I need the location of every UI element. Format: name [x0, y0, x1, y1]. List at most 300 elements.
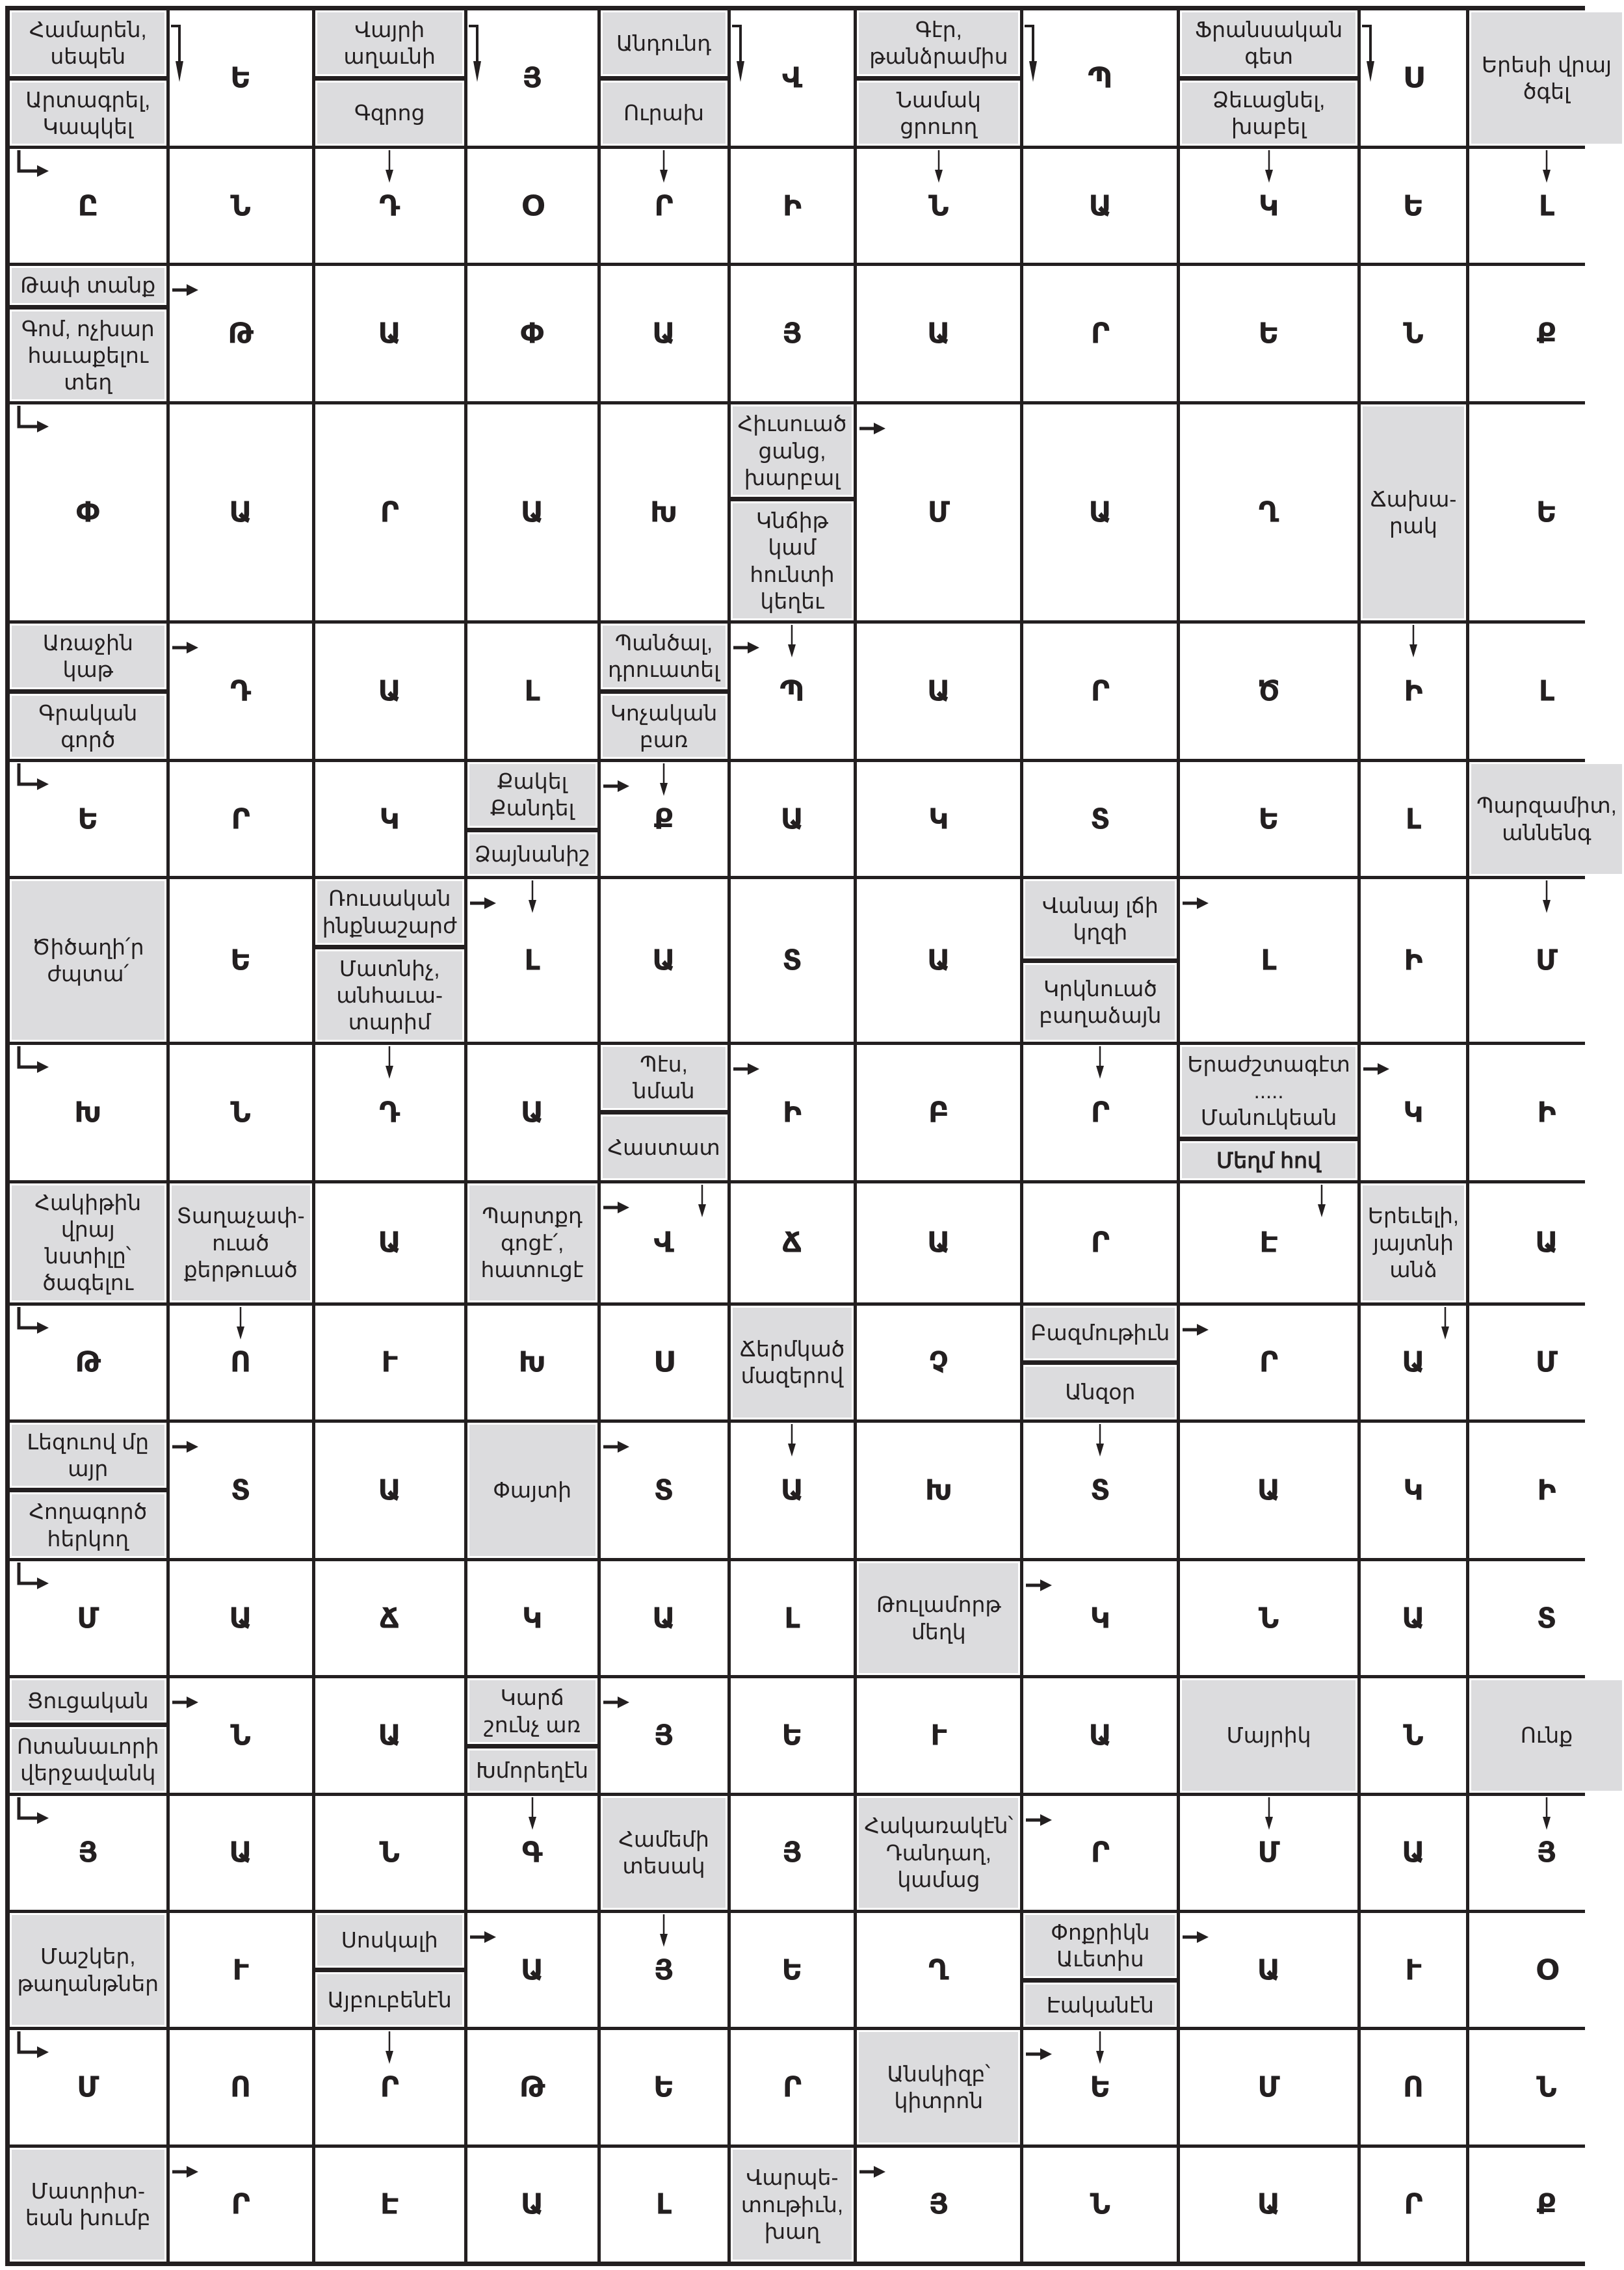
letter-cell[interactable]	[1469, 1796, 1624, 1910]
letter-cell[interactable]	[1180, 2148, 1357, 2262]
answer-letter: Ր	[1090, 1836, 1110, 1869]
letter-cell[interactable]	[857, 266, 1020, 401]
letter-cell[interactable]	[1361, 879, 1466, 1041]
answer-letter: Յ	[653, 1719, 674, 1752]
clue-text: Նամակ ցրուող	[859, 83, 1018, 144]
answer-letter: Պ	[1088, 61, 1113, 95]
letter-cell[interactable]	[1469, 1045, 1624, 1180]
clue-cell	[1180, 1678, 1357, 1792]
letter-cell[interactable]	[467, 1796, 597, 1910]
letter-cell[interactable]	[1180, 2030, 1357, 2144]
answer-letter: Յ	[653, 1953, 674, 1987]
letter-cell[interactable]	[1023, 1561, 1177, 1675]
clue-divider	[1180, 76, 1357, 81]
arrow-down-icon	[787, 625, 797, 657]
answer-letter: Ր	[1259, 1345, 1279, 1379]
letter-cell[interactable]	[170, 1796, 312, 1910]
answer-letter: Է	[380, 2187, 399, 2221]
letter-cell[interactable]	[1361, 624, 1466, 759]
clue-cell	[10, 624, 166, 759]
answer-letter: Լ	[655, 2187, 672, 2221]
letter-cell[interactable]	[1023, 1183, 1177, 1302]
arrow-right-icon	[172, 642, 198, 653]
letter-cell[interactable]	[315, 762, 464, 876]
answer-letter: Ւ	[930, 1719, 947, 1752]
arrow-corner-right-icon	[16, 1797, 49, 1828]
letter-cell[interactable]	[467, 1045, 597, 1180]
clue-text: Մայրիկ	[1182, 1680, 1355, 1790]
answer-letter: Ա	[652, 944, 675, 977]
answer-letter: Ք	[1536, 317, 1557, 350]
letter-cell[interactable]	[731, 879, 854, 1041]
letter-cell[interactable]	[857, 1183, 1020, 1302]
answer-letter: Ա	[378, 1473, 402, 1507]
letter-cell[interactable]	[1023, 2148, 1177, 2262]
letter-cell[interactable]	[857, 1045, 1020, 1180]
arrow-down-icon	[527, 880, 538, 913]
letter-cell[interactable]	[1180, 762, 1357, 876]
clue-divider	[731, 497, 854, 501]
letter-cell[interactable]	[1469, 404, 1624, 620]
letter-cell[interactable]	[467, 404, 597, 620]
answer-letter: Ա	[1088, 189, 1112, 223]
letter-cell[interactable]	[731, 1423, 854, 1558]
answer-letter: Ր	[782, 2070, 802, 2104]
clue-text: Անզօր	[1025, 1367, 1175, 1418]
clue-divider	[601, 1110, 727, 1115]
arrow-right-icon	[172, 1441, 198, 1453]
arrow-down-icon	[1095, 1424, 1105, 1457]
letter-cell[interactable]	[315, 2148, 464, 2262]
letter-cell[interactable]	[601, 879, 727, 1041]
clue-divider	[601, 76, 727, 81]
clue-text: Ծիծաղի՛ր ժպտա՛	[12, 881, 164, 1039]
answer-letter: Չ	[928, 1345, 949, 1379]
answer-letter: Մ	[1535, 1345, 1558, 1379]
clue-divider	[1023, 1360, 1177, 1365]
answer-letter: Ճ	[379, 1602, 400, 1635]
letter-cell[interactable]	[601, 2148, 727, 2262]
letter-cell[interactable]	[857, 404, 1020, 620]
answer-letter: Ա	[378, 1719, 402, 1752]
answer-letter: Օ	[521, 189, 544, 223]
letter-cell[interactable]	[601, 1913, 727, 2027]
clue-text: Կրկնուած բաղաձայն	[1025, 965, 1175, 1040]
letter-cell[interactable]	[1180, 1796, 1357, 1910]
clue-text: Թուլամորթ մեղկ	[859, 1563, 1018, 1673]
arrow-down-icon	[384, 1046, 395, 1079]
letter-cell[interactable]	[731, 2030, 854, 2144]
letter-cell[interactable]	[1023, 149, 1177, 263]
letter-cell[interactable]	[1469, 149, 1624, 263]
letter-cell[interactable]	[1361, 1306, 1466, 1419]
arrow-bend-down-icon	[732, 23, 746, 82]
letter-cell[interactable]	[315, 1561, 464, 1675]
answer-letter: Մ	[1535, 944, 1558, 977]
letter-cell[interactable]	[601, 1561, 727, 1675]
letter-cell[interactable]	[601, 1423, 727, 1558]
answer-letter: Ա	[926, 317, 950, 350]
arrow-down-icon	[659, 150, 669, 183]
letter-cell[interactable]	[731, 1561, 854, 1675]
clue-text: Համեմի տեսակ	[603, 1798, 726, 1908]
letter-cell[interactable]	[315, 1045, 464, 1180]
letter-cell[interactable]	[1180, 404, 1357, 620]
letter-cell[interactable]	[10, 1045, 166, 1180]
answer-letter: Ր	[1090, 317, 1110, 350]
clue-cell	[10, 1913, 166, 2027]
letter-cell[interactable]	[731, 1913, 854, 2027]
letter-cell[interactable]	[170, 879, 312, 1041]
clue-divider	[10, 305, 166, 310]
clue-text: Հողագործ հերկող	[12, 1494, 164, 1556]
letter-cell[interactable]	[1469, 1183, 1624, 1302]
arrow-right-icon	[1026, 1814, 1052, 1826]
clue-text: Կնճիթ կամ հունտի կեղեւ	[733, 503, 852, 618]
letter-cell[interactable]	[1361, 1561, 1466, 1675]
clue-text: Տաղաչափ-ուած քերթուած	[172, 1185, 310, 1300]
letter-cell[interactable]	[1469, 2148, 1624, 2262]
clue-text: Գզրոց	[317, 83, 462, 144]
clue-cell	[1469, 10, 1624, 146]
letter-cell[interactable]	[467, 266, 597, 401]
letter-cell[interactable]	[1023, 404, 1177, 620]
answer-letter: Յ	[928, 2187, 949, 2221]
letter-cell[interactable]	[170, 2148, 312, 2262]
arrow-right-icon	[1183, 1931, 1209, 1943]
answer-letter: Ր	[1090, 674, 1110, 708]
arrow-bend-down-icon	[469, 23, 483, 82]
letter-cell[interactable]	[1180, 624, 1357, 759]
letter-cell[interactable]	[170, 1423, 312, 1558]
clue-cell	[601, 10, 727, 146]
letter-cell[interactable]	[1469, 2030, 1624, 2144]
arrow-corner-right-icon	[16, 150, 49, 181]
letter-cell[interactable]	[601, 404, 727, 620]
clue-text: Հաստատ	[603, 1116, 726, 1178]
answer-letter: Յ	[1536, 1836, 1557, 1869]
answer-letter: Ի	[782, 189, 802, 223]
clue-cell	[857, 1561, 1020, 1675]
answer-letter: Ն	[230, 1096, 251, 1129]
arrow-down-icon	[527, 1797, 538, 1830]
arrow-right-icon	[603, 1696, 629, 1708]
letter-cell[interactable]	[467, 149, 597, 263]
letter-cell[interactable]	[467, 1561, 597, 1675]
answer-letter: Պ	[779, 674, 805, 708]
letter-cell[interactable]	[731, 1678, 854, 1792]
clue-cell	[601, 1796, 727, 1910]
arrow-down-icon	[1264, 150, 1274, 183]
clue-text: Համարեն, սեպեն	[12, 12, 164, 74]
answer-letter: Ա	[780, 1473, 804, 1507]
clue-text: Ճախա-րակ	[1363, 406, 1464, 618]
answer-letter: Ե	[781, 1719, 803, 1752]
answer-letter: Ա	[520, 1096, 544, 1129]
clue-cell	[315, 879, 464, 1041]
letter-cell[interactable]	[1361, 2148, 1466, 2262]
answer-letter: Ի	[1404, 674, 1423, 708]
clue-text: Վանայ լճի կղզի	[1025, 881, 1175, 956]
answer-letter: Մ	[1257, 2070, 1280, 2104]
clue-divider	[10, 76, 166, 81]
letter-cell[interactable]	[1023, 2030, 1177, 2144]
clue-text: Գրական գործ	[12, 696, 164, 758]
letter-cell[interactable]	[1180, 1913, 1357, 2027]
answer-letter: Ր	[231, 802, 250, 836]
letter-cell[interactable]	[170, 149, 312, 263]
letter-cell[interactable]	[857, 1913, 1020, 2027]
letter-cell[interactable]	[1023, 1423, 1177, 1558]
letter-cell[interactable]	[467, 2148, 597, 2262]
arrow-down-icon	[384, 2031, 395, 2064]
letter-cell[interactable]	[857, 2148, 1020, 2262]
clue-text: Սոսկալի	[317, 1915, 462, 1966]
answer-letter: Լ	[524, 674, 540, 708]
letter-cell[interactable]	[601, 1183, 727, 1302]
letter-cell[interactable]	[1361, 1423, 1466, 1558]
clue-text: Մատրիտ-եան խումբ	[12, 2150, 164, 2260]
answer-letter: Ա	[1402, 1345, 1425, 1379]
letter-cell[interactable]	[170, 1561, 312, 1675]
letter-cell[interactable]	[857, 1678, 1020, 1792]
answer-letter: Ի	[1537, 1473, 1556, 1507]
letter-cell[interactable]	[601, 266, 727, 401]
letter-cell[interactable]	[1361, 762, 1466, 876]
letter-cell[interactable]	[170, 1045, 312, 1180]
letter-cell[interactable]	[10, 1561, 166, 1675]
clue-cell	[467, 1423, 597, 1558]
letter-cell[interactable]	[1361, 1045, 1466, 1180]
answer-letter: Ա	[1257, 1953, 1281, 1987]
answer-letter: Ա	[378, 317, 402, 350]
letter-cell[interactable]	[170, 1678, 312, 1792]
answer-letter: Յ	[782, 1836, 802, 1869]
answer-letter: Փ	[75, 495, 100, 529]
answer-letter: Ե	[1258, 802, 1279, 836]
letter-cell[interactable]	[1023, 1678, 1177, 1792]
arrow-right-icon	[603, 1441, 629, 1453]
letter-cell[interactable]	[1469, 1306, 1624, 1419]
clue-divider	[10, 1488, 166, 1492]
letter-cell[interactable]	[467, 2030, 597, 2144]
letter-cell[interactable]	[731, 149, 854, 263]
letter-cell[interactable]	[601, 149, 727, 263]
letter-cell[interactable]	[315, 404, 464, 620]
clue-divider	[315, 76, 464, 81]
letter-cell[interactable]	[1469, 624, 1624, 759]
letter-cell[interactable]	[731, 10, 854, 146]
letter-cell[interactable]	[1180, 1183, 1357, 1302]
letter-cell[interactable]	[1361, 1913, 1466, 2027]
arrow-right-icon	[1363, 1063, 1389, 1075]
letter-cell[interactable]	[10, 1306, 166, 1419]
answer-letter: Ւ	[1405, 1953, 1422, 1987]
letter-cell[interactable]	[1180, 1423, 1357, 1558]
clue-cell	[601, 624, 727, 759]
answer-letter: Ա	[1088, 1719, 1112, 1752]
letter-cell[interactable]	[10, 2030, 166, 2144]
letter-cell[interactable]	[1469, 1423, 1624, 1558]
clue-text: Ոտանաւորի վերջավանկ	[12, 1729, 164, 1791]
letter-cell[interactable]	[315, 149, 464, 263]
clue-text: Կոչական բառ	[603, 696, 726, 758]
answer-letter: Թ	[228, 317, 254, 350]
clue-cell	[170, 1183, 312, 1302]
arrow-right-icon	[859, 423, 885, 434]
clue-text: Ունք	[1471, 1680, 1622, 1790]
letter-cell[interactable]	[1469, 266, 1624, 401]
clue-text: Երեւելի, յայտնի անձ	[1363, 1185, 1464, 1300]
letter-cell[interactable]	[315, 2030, 464, 2144]
arrow-down-icon	[1095, 1046, 1105, 1079]
clue-text: Պանծալ, դրուատել	[603, 626, 726, 687]
letter-cell[interactable]	[467, 1306, 597, 1419]
letter-cell[interactable]	[315, 1423, 464, 1558]
answer-letter: Դ	[379, 1096, 400, 1129]
letter-cell[interactable]	[601, 2030, 727, 2144]
answer-letter: Ճ	[781, 1226, 802, 1260]
answer-letter: Ո	[230, 2070, 252, 2104]
answer-letter: Ն	[1403, 1719, 1424, 1752]
letter-cell[interactable]	[170, 1913, 312, 2027]
clue-divider	[1180, 1137, 1357, 1141]
answer-letter: Ս	[1402, 61, 1424, 95]
letter-cell[interactable]	[1180, 879, 1357, 1041]
clue-divider	[1023, 958, 1177, 963]
letter-cell[interactable]	[170, 762, 312, 876]
arrow-down-icon	[384, 150, 395, 183]
letter-cell[interactable]	[1023, 1796, 1177, 1910]
letter-cell[interactable]	[1023, 1045, 1177, 1180]
letter-cell[interactable]	[1469, 1561, 1624, 1675]
letter-cell[interactable]	[1361, 10, 1466, 146]
clue-cell	[467, 1183, 597, 1302]
letter-cell[interactable]	[315, 624, 464, 759]
letter-cell[interactable]	[1180, 1561, 1357, 1675]
letter-cell[interactable]	[1023, 762, 1177, 876]
letter-cell[interactable]	[467, 10, 597, 146]
arrow-right-icon	[1183, 897, 1209, 909]
arrow-down-icon	[1541, 1797, 1552, 1830]
clue-text: Արտագրել, Կապկել	[12, 83, 164, 144]
letter-cell[interactable]	[467, 879, 597, 1041]
letter-cell[interactable]	[731, 1796, 854, 1910]
letter-cell[interactable]	[857, 1423, 1020, 1558]
letter-cell[interactable]	[170, 404, 312, 620]
letter-cell[interactable]	[601, 1306, 727, 1419]
letter-cell[interactable]	[857, 1306, 1020, 1419]
clue-cell	[10, 879, 166, 1041]
letter-cell[interactable]	[1361, 266, 1466, 401]
answer-letter: Ա	[378, 1226, 402, 1260]
clue-text: Երեսի վրայ ծգել	[1471, 12, 1622, 144]
answer-letter: Տ	[1090, 1473, 1110, 1507]
letter-cell[interactable]	[1361, 1796, 1466, 1910]
letter-cell[interactable]	[1469, 879, 1624, 1041]
answer-letter: Ո	[1402, 2070, 1424, 2104]
clue-text: Գոմ, ոչխար հաւաքելու տեղ	[12, 311, 164, 400]
letter-cell[interactable]	[1180, 149, 1357, 263]
clue-text: Հակիթին վրայ նստիլը՝ ծագելու	[12, 1185, 164, 1300]
letter-cell[interactable]	[170, 10, 312, 146]
arrow-down-icon	[1316, 1185, 1327, 1217]
letter-cell[interactable]	[170, 1306, 312, 1419]
letter-cell[interactable]	[315, 1678, 464, 1792]
letter-cell[interactable]	[1023, 266, 1177, 401]
clue-divider	[601, 689, 727, 694]
letter-cell[interactable]	[170, 2030, 312, 2144]
arrow-right-icon	[603, 1202, 629, 1213]
arrow-right-icon	[733, 642, 759, 653]
letter-cell[interactable]	[857, 149, 1020, 263]
letter-cell[interactable]	[10, 762, 166, 876]
letter-cell[interactable]	[731, 1183, 854, 1302]
letter-cell[interactable]	[170, 624, 312, 759]
letter-cell[interactable]	[315, 1183, 464, 1302]
letter-cell[interactable]	[467, 1913, 597, 2027]
letter-cell[interactable]	[1361, 1678, 1466, 1792]
letter-cell[interactable]	[1361, 149, 1466, 263]
arrow-right-icon	[1183, 1324, 1209, 1336]
answer-letter: Ա	[1402, 1602, 1425, 1635]
letter-cell[interactable]	[1023, 624, 1177, 759]
letter-cell[interactable]	[601, 762, 727, 876]
clue-divider	[467, 1744, 597, 1749]
letter-cell[interactable]	[467, 624, 597, 759]
clue-cell	[857, 1796, 1020, 1910]
letter-cell[interactable]	[857, 879, 1020, 1041]
clue-text: Կարճ շունչ առ	[469, 1680, 596, 1742]
clue-cell	[10, 1423, 166, 1558]
letter-cell[interactable]	[10, 149, 166, 263]
letter-cell[interactable]	[857, 624, 1020, 759]
letter-cell[interactable]	[731, 266, 854, 401]
letter-cell[interactable]	[1469, 1913, 1624, 2027]
letter-cell[interactable]	[731, 1045, 854, 1180]
clue-divider	[315, 1968, 464, 1972]
letter-cell[interactable]	[10, 404, 166, 620]
answer-letter: Յ	[782, 317, 802, 350]
answer-letter: Դ	[379, 189, 400, 223]
letter-cell[interactable]	[1023, 10, 1177, 146]
answer-letter: Դ	[230, 674, 252, 708]
letter-cell[interactable]	[601, 1678, 727, 1792]
letter-cell[interactable]	[731, 624, 854, 759]
arrow-right-icon	[172, 284, 198, 296]
letter-cell[interactable]	[857, 762, 1020, 876]
answer-letter: Ա	[1402, 1836, 1425, 1869]
letter-cell[interactable]	[315, 266, 464, 401]
letter-cell[interactable]	[1180, 1306, 1357, 1419]
clue-cell	[731, 2148, 854, 2262]
letter-cell[interactable]	[10, 1796, 166, 1910]
clue-text: Մաշկեր, թաղանթներ	[12, 1915, 164, 2025]
answer-letter: Կ	[521, 1602, 543, 1635]
letter-cell[interactable]	[315, 1796, 464, 1910]
clue-text: Էականէն	[1025, 1985, 1175, 2025]
letter-cell[interactable]	[1361, 2030, 1466, 2144]
answer-letter: Ա	[1535, 1226, 1558, 1260]
letter-cell[interactable]	[315, 1306, 464, 1419]
letter-cell[interactable]	[731, 762, 854, 876]
answer-letter: Է	[1259, 1226, 1278, 1260]
answer-letter: Ա	[652, 1602, 675, 1635]
letter-cell[interactable]	[170, 266, 312, 401]
letter-cell[interactable]	[1180, 266, 1357, 401]
answer-letter: Ւ	[232, 1953, 249, 1987]
answer-letter: Տ	[1090, 802, 1110, 836]
